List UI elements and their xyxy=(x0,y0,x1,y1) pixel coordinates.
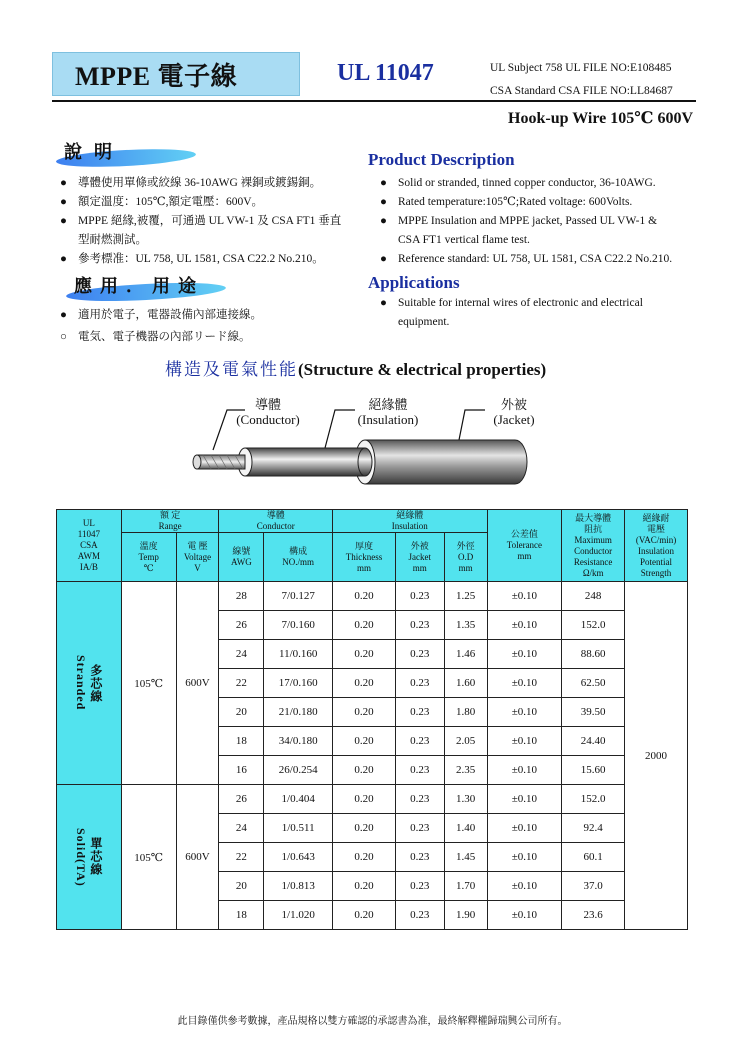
cell-tol: ±0.10 xyxy=(487,814,562,843)
applications-list-en xyxy=(380,294,690,332)
cell-th: 0.20 xyxy=(333,727,396,756)
cell-od: 1.40 xyxy=(444,814,487,843)
cell-od: 1.80 xyxy=(444,698,487,727)
header-resistance: 最大導體 阻抗 Maximum Conductor Resistance Ω/km xyxy=(562,510,625,582)
list-item: ● Rated temperature:105℃;Rated voltage: 600Volts. xyxy=(380,196,633,208)
cell-th: 0.20 xyxy=(333,756,396,785)
conductor-label: 導體 (Conductor) xyxy=(236,397,300,427)
voltage-value: 600V xyxy=(176,582,219,785)
product-title-box xyxy=(52,52,300,96)
cell-jk: 0.23 xyxy=(395,640,444,669)
temp-value: 105℃ xyxy=(121,785,176,930)
cell-awg: 24 xyxy=(219,640,264,669)
strength-value: 2000 xyxy=(625,582,688,930)
cell-tol: ±0.10 xyxy=(487,640,562,669)
cell-od: 1.60 xyxy=(444,669,487,698)
cell-res: 24.40 xyxy=(562,727,625,756)
header-awg: 線號 AWG xyxy=(219,533,264,582)
cell-od: 1.30 xyxy=(444,785,487,814)
header-strength: 絕緣耐 電壓 (VAC/min) Insulation Potential Strength xyxy=(625,510,688,582)
cell-th: 0.20 xyxy=(333,611,396,640)
description-title-en: Product Description xyxy=(368,150,515,169)
stranded-group-label: 多芯線 Stranded xyxy=(57,582,122,785)
header-tolerance: 公差值 Tolerance mm xyxy=(487,510,562,582)
cell-th: 0.20 xyxy=(333,669,396,698)
cell-tol: ±0.10 xyxy=(487,698,562,727)
list-item: ○ 電気、電子機器の內部リード線。 xyxy=(60,331,251,343)
cell-tol: ±0.10 xyxy=(487,582,562,611)
ul-style-number: UL 11047 xyxy=(337,60,434,86)
cell-awg: 24 xyxy=(219,814,264,843)
cell-od: 1.45 xyxy=(444,843,487,872)
list-item: ● MPPE 絕緣,被覆，可通過 UL VW-1 及 CSA FT1 垂直 xyxy=(60,215,342,227)
cell-no: 26/0.254 xyxy=(264,756,333,785)
cell-jk: 0.23 xyxy=(395,872,444,901)
description-list-en xyxy=(380,174,698,269)
cell-th: 0.20 xyxy=(333,814,396,843)
cell-awg: 26 xyxy=(219,785,264,814)
header-jacket: 外被 Jacket mm xyxy=(395,533,444,582)
cell-no: 1/0.813 xyxy=(264,872,333,901)
certification-info xyxy=(490,57,673,103)
cell-no: 7/0.127 xyxy=(264,582,333,611)
hookup-rating: Hook-up Wire 105℃ 600V xyxy=(508,110,693,127)
list-item-continuation: equipment. xyxy=(398,316,450,328)
list-item-continuation: 型耐燃測試。 xyxy=(78,234,147,246)
cable-diagram xyxy=(185,398,545,493)
cell-od: 1.70 xyxy=(444,872,487,901)
spec-table-body xyxy=(57,582,688,930)
insulation-shape xyxy=(245,448,365,476)
jacket-shape xyxy=(365,440,527,484)
cell-res: 152.0 xyxy=(562,611,625,640)
cell-awg: 18 xyxy=(219,727,264,756)
insulation-label: 絕緣體 (Insulation) xyxy=(357,397,419,427)
header-construction: 構成 NO./mm xyxy=(264,533,333,582)
cell-od: 1.46 xyxy=(444,640,487,669)
cell-jk: 0.23 xyxy=(395,901,444,930)
cell-awg: 16 xyxy=(219,756,264,785)
product-title: MPPE 電子線 xyxy=(75,61,238,91)
cell-th: 0.20 xyxy=(333,582,396,611)
footer-disclaimer: 此目錄僅供參考數據，產品規格以雙方確認的承認書為准，最終解釋權歸瑞興公司所有。 xyxy=(177,1016,568,1027)
applications-list-cn xyxy=(60,304,350,348)
voltage-value: 600V xyxy=(176,785,219,930)
cell-res: 23.6 xyxy=(562,901,625,930)
header-temp: 溫度 Temp ℃ xyxy=(121,533,176,582)
cell-no: 17/0.160 xyxy=(264,669,333,698)
cell-jk: 0.23 xyxy=(395,785,444,814)
header-voltage: 電 壓 Voltage V xyxy=(176,533,219,582)
cell-no: 1/0.643 xyxy=(264,843,333,872)
list-item: ● Suitable for internal wires of electronic and electrical xyxy=(380,297,643,309)
header-od: 外徑 O.D mm xyxy=(444,533,487,582)
cell-res: 152.0 xyxy=(562,785,625,814)
cell-res: 15.60 xyxy=(562,756,625,785)
cell-no: 1/0.404 xyxy=(264,785,333,814)
cell-awg: 20 xyxy=(219,698,264,727)
cell-awg: 20 xyxy=(219,872,264,901)
list-item: ● 額定溫度：105℃,額定電壓：600V。 xyxy=(60,196,264,208)
cell-no: 1/1.020 xyxy=(264,901,333,930)
cell-th: 0.20 xyxy=(333,785,396,814)
cell-jk: 0.23 xyxy=(395,756,444,785)
list-item: ● 參考標准：UL 758, UL 1581, CSA C22.2 No.210。 xyxy=(60,253,324,265)
conductor-arrow xyxy=(213,410,245,450)
cell-res: 39.50 xyxy=(562,698,625,727)
cell-no: 7/0.160 xyxy=(264,611,333,640)
solid-group-label: 單芯線 Solid(TA) xyxy=(57,785,122,930)
header-ul: UL 11047 CSA AWM IA/B xyxy=(57,510,122,582)
cell-tol: ±0.10 xyxy=(487,843,562,872)
cell-tol: ±0.10 xyxy=(487,669,562,698)
cell-od: 1.90 xyxy=(444,901,487,930)
cell-od: 1.35 xyxy=(444,611,487,640)
cell-tol: ±0.10 xyxy=(487,727,562,756)
cell-res: 92.4 xyxy=(562,814,625,843)
cell-od: 1.25 xyxy=(444,582,487,611)
table-row xyxy=(57,582,688,611)
list-item-continuation: CSA FT1 vertical flame test. xyxy=(398,234,530,246)
cell-res: 248 xyxy=(562,582,625,611)
cell-tol: ±0.10 xyxy=(487,611,562,640)
cell-res: 37.0 xyxy=(562,872,625,901)
jacket-label: 外被 (Jacket) xyxy=(493,397,535,427)
header-insulation: 絕緣體 Insulation xyxy=(333,510,487,533)
list-item: ● 導體使用單條或絞線 36-10AWG 裸銅或鍍錫銅。 xyxy=(60,177,322,189)
cell-awg: 26 xyxy=(219,611,264,640)
cell-jk: 0.23 xyxy=(395,582,444,611)
list-item: ● MPPE Insulation and MPPE jacket, Passed UL VW-1 & xyxy=(380,215,658,227)
cell-th: 0.20 xyxy=(333,843,396,872)
cell-jk: 0.23 xyxy=(395,698,444,727)
cell-no: 1/0.511 xyxy=(264,814,333,843)
spec-table xyxy=(56,509,688,930)
cell-res: 88.60 xyxy=(562,640,625,669)
header-conductor: 導體 Conductor xyxy=(219,510,333,533)
cell-jk: 0.23 xyxy=(395,669,444,698)
cell-no: 21/0.180 xyxy=(264,698,333,727)
ul-file-number: UL Subject 758 UL FILE NO:E108485 xyxy=(490,62,672,74)
cell-tol: ±0.10 xyxy=(487,785,562,814)
table-row xyxy=(57,785,688,814)
header-divider xyxy=(52,100,696,102)
cell-jk: 0.23 xyxy=(395,611,444,640)
cell-od: 2.35 xyxy=(444,756,487,785)
applications-title-en: Applications xyxy=(368,273,460,292)
cell-no: 11/0.160 xyxy=(264,640,333,669)
list-item: ● Solid or stranded, tinned copper conductor, 36-10AWG. xyxy=(380,177,656,189)
cell-awg: 22 xyxy=(219,669,264,698)
insulation-arrow xyxy=(325,410,355,448)
cell-th: 0.20 xyxy=(333,640,396,669)
cell-th: 0.20 xyxy=(333,901,396,930)
cell-jk: 0.23 xyxy=(395,843,444,872)
list-item: ● Reference standard: UL 758, UL 1581, CSA C22.2 No.210. xyxy=(380,253,673,265)
cell-tol: ±0.10 xyxy=(487,901,562,930)
cell-res: 60.1 xyxy=(562,843,625,872)
temp-value: 105℃ xyxy=(121,582,176,785)
header-range: 額 定 Range xyxy=(121,510,219,533)
cell-awg: 28 xyxy=(219,582,264,611)
cell-awg: 22 xyxy=(219,843,264,872)
cell-th: 0.20 xyxy=(333,872,396,901)
description-title-cn: 說明 xyxy=(64,138,124,164)
cell-tol: ±0.10 xyxy=(487,756,562,785)
cell-awg: 18 xyxy=(219,901,264,930)
cell-th: 0.20 xyxy=(333,698,396,727)
header-thickness: 厚度 Thickness mm xyxy=(333,533,396,582)
cell-jk: 0.23 xyxy=(395,814,444,843)
conductor-end xyxy=(193,455,201,469)
applications-title-cn: 應用．用途 xyxy=(74,272,204,298)
csa-file-number: CSA Standard CSA FILE NO:LL84687 xyxy=(490,85,673,97)
cell-res: 62.50 xyxy=(562,669,625,698)
cell-no: 34/0.180 xyxy=(264,727,333,756)
description-list-cn xyxy=(60,174,350,269)
list-item: ● 適用於電子，電器設備內部連接線。 xyxy=(60,309,262,321)
structure-title: 構造及電氣性能(Structure & electrical properties) xyxy=(165,360,547,379)
cell-tol: ±0.10 xyxy=(487,872,562,901)
cell-jk: 0.23 xyxy=(395,727,444,756)
cell-od: 2.05 xyxy=(444,727,487,756)
